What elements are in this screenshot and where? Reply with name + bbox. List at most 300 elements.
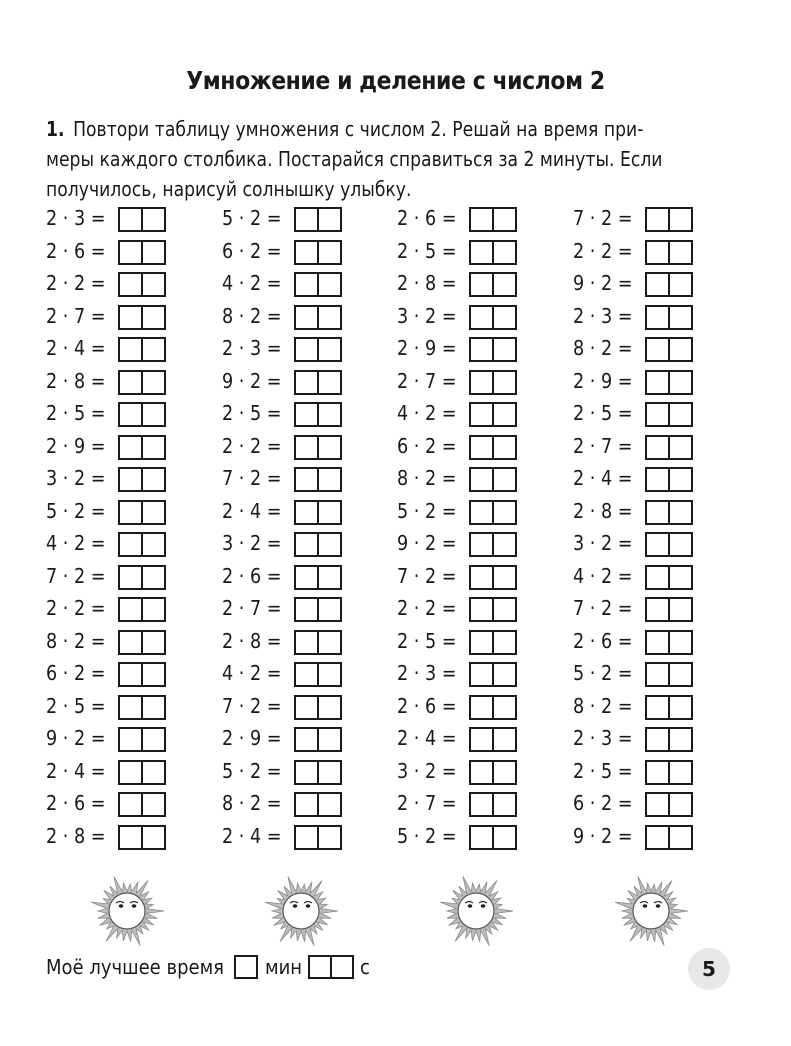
answer-boxes[interactable] xyxy=(118,825,166,850)
answer-box-ones[interactable] xyxy=(317,662,342,687)
answer-boxes[interactable] xyxy=(645,402,693,427)
answer-boxes[interactable] xyxy=(645,532,693,557)
answer-box-tens[interactable] xyxy=(469,500,494,525)
answer-box-ones[interactable] xyxy=(317,240,342,265)
answer-boxes[interactable] xyxy=(118,500,166,525)
answer-box-ones[interactable] xyxy=(317,305,342,330)
answer-boxes[interactable] xyxy=(645,565,693,590)
answer-box-tens[interactable] xyxy=(645,727,670,752)
answer-boxes[interactable] xyxy=(294,825,342,850)
exercise-row xyxy=(46,270,118,296)
sun-4[interactable] xyxy=(612,872,690,950)
answer-boxes[interactable] xyxy=(294,662,342,687)
answer-box-ones[interactable] xyxy=(668,305,693,330)
answer-boxes[interactable] xyxy=(645,500,693,525)
answer-boxes[interactable] xyxy=(645,630,693,655)
answer-boxes[interactable] xyxy=(294,337,342,362)
exercise-row xyxy=(397,465,469,491)
answer-box-tens[interactable] xyxy=(469,662,494,687)
answer-box-ones[interactable] xyxy=(668,792,693,817)
answer-box-tens[interactable] xyxy=(118,695,143,720)
answer-boxes[interactable] xyxy=(469,467,517,492)
answer-box-tens[interactable] xyxy=(645,597,670,622)
answer-box-tens[interactable] xyxy=(469,305,494,330)
answer-box-tens[interactable] xyxy=(118,467,143,492)
exercise-expression: 5 · 2 = xyxy=(222,758,282,783)
answer-box-tens[interactable] xyxy=(469,272,494,297)
answer-box-ones[interactable] xyxy=(668,695,693,720)
answer-box-ones[interactable] xyxy=(668,500,693,525)
exercise-row xyxy=(222,368,294,394)
exercise-row xyxy=(46,660,118,686)
answer-boxes[interactable] xyxy=(645,662,693,687)
sun-1[interactable] xyxy=(88,872,166,950)
sun-icon xyxy=(437,872,515,950)
answer-box-tens[interactable] xyxy=(294,467,319,492)
answer-boxes[interactable] xyxy=(469,272,517,297)
exercise-expression: 6 · 2 = xyxy=(46,661,106,685)
answer-box-ones[interactable] xyxy=(492,402,517,427)
exercise-expression: 7 · 2 = xyxy=(573,206,633,230)
answer-boxes[interactable] xyxy=(294,630,342,655)
answer-boxes[interactable] xyxy=(469,825,517,850)
answer-box-tens[interactable] xyxy=(469,760,494,785)
exercise-row xyxy=(397,205,469,231)
answer-boxes[interactable] xyxy=(469,792,517,817)
answer-box-ones[interactable] xyxy=(141,565,166,590)
exercise-row xyxy=(46,400,118,426)
answer-boxes[interactable] xyxy=(645,792,693,817)
seconds-boxes[interactable] xyxy=(308,955,354,979)
answer-box-tens[interactable] xyxy=(294,695,319,720)
answer-box-tens[interactable] xyxy=(469,597,494,622)
answer-box-tens[interactable] xyxy=(294,565,319,590)
answer-boxes[interactable] xyxy=(118,467,166,492)
answer-box-tens[interactable] xyxy=(294,825,319,850)
answer-box-ones[interactable] xyxy=(317,207,342,232)
exercise-expression: 2 · 5 = xyxy=(397,628,457,653)
exercise-expression: 8 · 2 = xyxy=(397,466,457,490)
exercise-row xyxy=(397,530,469,556)
answer-box-ones[interactable] xyxy=(492,727,517,752)
answer-boxes[interactable] xyxy=(469,695,517,720)
answer-box-ones[interactable] xyxy=(492,695,517,720)
answer-box-tens[interactable] xyxy=(294,402,319,427)
answer-boxes[interactable] xyxy=(294,695,342,720)
answer-box-tens[interactable] xyxy=(118,825,143,850)
answer-box-tens[interactable] xyxy=(118,727,143,752)
answer-box-tens[interactable] xyxy=(294,305,319,330)
answer-box-ones[interactable] xyxy=(492,532,517,557)
answer-box-ones[interactable] xyxy=(317,272,342,297)
answer-box-tens[interactable] xyxy=(645,272,670,297)
answer-box-ones[interactable] xyxy=(668,727,693,752)
answer-box-tens[interactable] xyxy=(294,500,319,525)
answer-box-tens[interactable] xyxy=(118,272,143,297)
answer-box-tens[interactable] xyxy=(294,435,319,460)
answer-box-tens[interactable] xyxy=(645,240,670,265)
answer-box-ones[interactable] xyxy=(492,792,517,817)
answer-box-ones[interactable] xyxy=(668,272,693,297)
answer-boxes[interactable] xyxy=(118,532,166,557)
answer-box-ones[interactable] xyxy=(492,500,517,525)
answer-box-ones[interactable] xyxy=(492,207,517,232)
answer-boxes[interactable] xyxy=(645,370,693,395)
answer-box-tens[interactable] xyxy=(645,500,670,525)
answer-box-ones[interactable] xyxy=(492,630,517,655)
answer-boxes[interactable] xyxy=(294,565,342,590)
exercise-expression: 2 · 7 = xyxy=(46,303,106,328)
exercise-row xyxy=(573,725,645,751)
exercise-expression: 2 · 5 = xyxy=(222,401,282,425)
exercise-row xyxy=(46,433,118,459)
answer-box-ones[interactable] xyxy=(317,760,342,785)
answer-boxes[interactable] xyxy=(294,532,342,557)
answer-box-tens[interactable] xyxy=(645,402,670,427)
answer-box-tens[interactable] xyxy=(294,630,319,655)
answer-box-tens[interactable] xyxy=(118,435,143,460)
answer-box-ones[interactable] xyxy=(317,597,342,622)
answer-box-ones[interactable] xyxy=(492,305,517,330)
answer-box-ones[interactable] xyxy=(492,467,517,492)
answer-boxes[interactable] xyxy=(645,272,693,297)
answer-box-ones[interactable] xyxy=(317,532,342,557)
answer-box-tens[interactable] xyxy=(469,467,494,492)
exercise-row xyxy=(46,823,118,849)
answer-box-tens[interactable] xyxy=(118,500,143,525)
exercise-expression: 2 · 4 = xyxy=(46,758,106,783)
exercise-row xyxy=(46,498,118,524)
answer-boxes[interactable] xyxy=(294,727,342,752)
answer-box-tens[interactable] xyxy=(469,402,494,427)
answer-boxes[interactable] xyxy=(469,207,517,232)
answer-box-ones[interactable] xyxy=(668,662,693,687)
answer-box-tens[interactable] xyxy=(118,240,143,265)
answer-boxes[interactable] xyxy=(469,662,517,687)
answer-box-ones[interactable] xyxy=(141,207,166,232)
answer-box-tens[interactable] xyxy=(294,760,319,785)
exercise-row xyxy=(397,270,469,296)
answer-boxes[interactable] xyxy=(645,727,693,752)
task-instructions xyxy=(46,114,760,204)
exercise-expression: 8 · 2 = xyxy=(46,628,106,653)
answer-boxes[interactable] xyxy=(118,662,166,687)
answer-box-tens[interactable] xyxy=(294,597,319,622)
answer-box-ones[interactable] xyxy=(141,370,166,395)
answer-box-tens[interactable] xyxy=(469,370,494,395)
exercise-expression: 8 · 2 = xyxy=(573,693,633,718)
answer-boxes[interactable] xyxy=(294,435,342,460)
answer-box-tens[interactable] xyxy=(469,337,494,362)
answer-box-tens[interactable] xyxy=(294,532,319,557)
answer-box-tens[interactable] xyxy=(118,565,143,590)
answer-boxes[interactable] xyxy=(645,597,693,622)
answer-box-tens[interactable] xyxy=(469,532,494,557)
answer-boxes[interactable] xyxy=(645,825,693,850)
answer-box-ones[interactable] xyxy=(668,565,693,590)
answer-box-ones[interactable] xyxy=(317,435,342,460)
answer-box-ones[interactable] xyxy=(141,630,166,655)
answer-box-ones[interactable] xyxy=(492,662,517,687)
answer-box-tens[interactable] xyxy=(294,272,319,297)
answer-boxes[interactable] xyxy=(469,630,517,655)
answer-box-ones[interactable] xyxy=(317,825,342,850)
exercise-row xyxy=(397,238,469,264)
answer-boxes[interactable] xyxy=(294,240,342,265)
answer-boxes[interactable] xyxy=(645,240,693,265)
answer-box-tens[interactable] xyxy=(118,207,143,232)
exercise-row xyxy=(222,628,294,654)
answer-boxes[interactable] xyxy=(645,695,693,720)
answer-box-ones[interactable] xyxy=(317,630,342,655)
exercise-row xyxy=(46,465,118,491)
answer-box-tens[interactable] xyxy=(645,207,670,232)
sec-label: с xyxy=(359,955,370,979)
answer-box-ones[interactable] xyxy=(668,532,693,557)
exercise-row xyxy=(222,758,294,784)
exercise-row xyxy=(222,790,294,816)
answer-boxes[interactable] xyxy=(294,207,342,232)
answer-box-ones[interactable] xyxy=(492,565,517,590)
answer-boxes[interactable] xyxy=(294,500,342,525)
seconds-box-ones[interactable] xyxy=(330,955,354,979)
answer-boxes[interactable] xyxy=(469,402,517,427)
answer-box-tens[interactable] xyxy=(294,370,319,395)
answer-box-ones[interactable] xyxy=(317,467,342,492)
answer-box-ones[interactable] xyxy=(141,792,166,817)
exercise-row xyxy=(397,563,469,589)
answer-box-ones[interactable] xyxy=(668,240,693,265)
answer-box-tens[interactable] xyxy=(469,207,494,232)
answer-box-ones[interactable] xyxy=(492,760,517,785)
answer-box-tens[interactable] xyxy=(294,727,319,752)
answer-boxes[interactable] xyxy=(118,792,166,817)
answer-boxes[interactable] xyxy=(645,305,693,330)
answer-box-ones[interactable] xyxy=(668,435,693,460)
exercise-expression: 2 · 2 = xyxy=(46,271,106,295)
answer-box-tens[interactable] xyxy=(645,337,670,362)
exercise-row xyxy=(573,465,645,491)
answer-boxes[interactable] xyxy=(118,272,166,297)
answer-box-ones[interactable] xyxy=(492,435,517,460)
answer-box-ones[interactable] xyxy=(317,565,342,590)
answer-boxes[interactable] xyxy=(118,565,166,590)
exercise-row xyxy=(46,238,118,264)
answer-box-ones[interactable] xyxy=(317,500,342,525)
answer-boxes[interactable] xyxy=(469,565,517,590)
answer-box-ones[interactable] xyxy=(317,402,342,427)
answer-box-tens[interactable] xyxy=(118,402,143,427)
answer-boxes[interactable] xyxy=(469,760,517,785)
answer-box-ones[interactable] xyxy=(492,825,517,850)
answer-box-ones[interactable] xyxy=(492,370,517,395)
answer-box-tens[interactable] xyxy=(118,597,143,622)
answer-box-ones[interactable] xyxy=(141,402,166,427)
answer-box-tens[interactable] xyxy=(469,727,494,752)
exercise-expression: 9 · 2 = xyxy=(222,368,282,393)
answer-box-ones[interactable] xyxy=(668,630,693,655)
answer-box-ones[interactable] xyxy=(141,662,166,687)
answer-boxes[interactable] xyxy=(469,240,517,265)
exercise-expression: 2 · 8 = xyxy=(573,498,633,523)
answer-box-ones[interactable] xyxy=(492,240,517,265)
answer-box-ones[interactable] xyxy=(141,500,166,525)
answer-box-tens[interactable] xyxy=(645,630,670,655)
answer-box-ones[interactable] xyxy=(668,597,693,622)
answer-box-ones[interactable] xyxy=(141,760,166,785)
answer-boxes[interactable] xyxy=(469,435,517,460)
exercise-expression: 5 · 2 = xyxy=(397,498,457,523)
exercise-row xyxy=(573,400,645,426)
answer-box-tens[interactable] xyxy=(645,435,670,460)
answer-boxes[interactable] xyxy=(118,630,166,655)
answer-box-tens[interactable] xyxy=(118,337,143,362)
answer-boxes[interactable] xyxy=(469,597,517,622)
answer-box-ones[interactable] xyxy=(141,272,166,297)
seconds-box-tens[interactable] xyxy=(308,955,332,979)
answer-box-ones[interactable] xyxy=(317,337,342,362)
answer-boxes[interactable] xyxy=(645,435,693,460)
answer-box-ones[interactable] xyxy=(141,240,166,265)
answer-box-tens[interactable] xyxy=(118,305,143,330)
answer-box-ones[interactable] xyxy=(492,337,517,362)
answer-box-tens[interactable] xyxy=(294,792,319,817)
answer-boxes[interactable] xyxy=(118,727,166,752)
answer-box-ones[interactable] xyxy=(141,532,166,557)
answer-box-tens[interactable] xyxy=(469,825,494,850)
answer-box-ones[interactable] xyxy=(668,825,693,850)
sun-3[interactable] xyxy=(437,872,515,950)
answer-boxes[interactable] xyxy=(469,500,517,525)
exercise-expression: 2 · 3 = xyxy=(397,661,457,685)
answer-box-tens[interactable] xyxy=(118,792,143,817)
answer-boxes[interactable] xyxy=(118,305,166,330)
answer-box-tens[interactable] xyxy=(118,370,143,395)
answer-box-tens[interactable] xyxy=(294,337,319,362)
answer-boxes[interactable] xyxy=(118,695,166,720)
answer-box-ones[interactable] xyxy=(317,695,342,720)
answer-box-tens[interactable] xyxy=(645,370,670,395)
answer-boxes[interactable] xyxy=(294,792,342,817)
exercise-row xyxy=(46,628,118,654)
answer-box-ones[interactable] xyxy=(141,305,166,330)
answer-boxes[interactable] xyxy=(294,760,342,785)
answer-box-ones[interactable] xyxy=(317,370,342,395)
answer-box-ones[interactable] xyxy=(492,597,517,622)
exercise-expression: 2 · 9 = xyxy=(397,336,457,360)
answer-box-ones[interactable] xyxy=(141,597,166,622)
answer-boxes[interactable] xyxy=(294,305,342,330)
answer-box-tens[interactable] xyxy=(118,662,143,687)
exercise-expression: 2 · 9 = xyxy=(222,726,282,750)
exercise-expression: 5 · 2 = xyxy=(222,206,282,230)
sun-2[interactable] xyxy=(262,872,340,950)
answer-boxes[interactable] xyxy=(645,207,693,232)
answer-box-tens[interactable] xyxy=(469,565,494,590)
answer-box-ones[interactable] xyxy=(141,727,166,752)
answer-box-ones[interactable] xyxy=(141,467,166,492)
answer-box-tens[interactable] xyxy=(294,207,319,232)
answer-box-ones[interactable] xyxy=(141,695,166,720)
answer-box-ones[interactable] xyxy=(141,825,166,850)
exercise-row xyxy=(222,238,294,264)
answer-boxes[interactable] xyxy=(294,467,342,492)
answer-boxes[interactable] xyxy=(294,272,342,297)
answer-boxes[interactable] xyxy=(469,305,517,330)
answer-box-tens[interactable] xyxy=(118,532,143,557)
answer-box-ones[interactable] xyxy=(141,435,166,460)
exercise-expression: 2 · 4 = xyxy=(46,336,106,360)
answer-boxes[interactable] xyxy=(294,370,342,395)
answer-box-ones[interactable] xyxy=(668,402,693,427)
answer-box-tens[interactable] xyxy=(645,565,670,590)
answer-boxes[interactable] xyxy=(118,402,166,427)
exercise-row xyxy=(397,433,469,459)
answer-box-ones[interactable] xyxy=(141,337,166,362)
answer-box-ones[interactable] xyxy=(668,760,693,785)
answer-box-tens[interactable] xyxy=(645,825,670,850)
answer-box-tens[interactable] xyxy=(645,467,670,492)
answer-box-ones[interactable] xyxy=(668,467,693,492)
answer-boxes[interactable] xyxy=(118,435,166,460)
answer-boxes[interactable] xyxy=(118,337,166,362)
answer-box-tens[interactable] xyxy=(469,630,494,655)
answer-box-tens[interactable] xyxy=(645,695,670,720)
answer-boxes[interactable] xyxy=(469,337,517,362)
answer-box-tens[interactable] xyxy=(118,630,143,655)
answer-box-tens[interactable] xyxy=(469,792,494,817)
answer-box-ones[interactable] xyxy=(668,337,693,362)
answer-box-tens[interactable] xyxy=(469,435,494,460)
answer-boxes[interactable] xyxy=(645,337,693,362)
answer-box-ones[interactable] xyxy=(492,272,517,297)
answer-box-tens[interactable] xyxy=(469,695,494,720)
answer-box-tens[interactable] xyxy=(645,792,670,817)
exercise-expression: 3 · 2 = xyxy=(46,466,106,490)
exercise-row xyxy=(573,530,645,556)
answer-box-tens[interactable] xyxy=(645,305,670,330)
answer-box-tens[interactable] xyxy=(469,240,494,265)
answer-boxes[interactable] xyxy=(118,207,166,232)
answer-boxes[interactable] xyxy=(118,597,166,622)
answer-boxes[interactable] xyxy=(645,467,693,492)
answer-box-tens[interactable] xyxy=(645,760,670,785)
answer-box-ones[interactable] xyxy=(668,207,693,232)
answer-box-tens[interactable] xyxy=(118,760,143,785)
answer-box-ones[interactable] xyxy=(668,370,693,395)
exercise-row xyxy=(222,465,294,491)
answer-boxes[interactable] xyxy=(294,402,342,427)
answer-boxes[interactable] xyxy=(294,597,342,622)
answer-boxes[interactable] xyxy=(645,760,693,785)
minutes-box[interactable] xyxy=(234,955,258,979)
best-time-label: Моё лучшее время xyxy=(46,955,224,979)
answer-box-ones[interactable] xyxy=(317,727,342,752)
answer-boxes[interactable] xyxy=(118,240,166,265)
answer-box-tens[interactable] xyxy=(294,240,319,265)
answer-boxes[interactable] xyxy=(469,727,517,752)
answer-box-ones[interactable] xyxy=(317,792,342,817)
answer-box-tens[interactable] xyxy=(294,662,319,687)
answer-boxes[interactable] xyxy=(469,370,517,395)
answer-boxes[interactable] xyxy=(118,370,166,395)
answer-box-tens[interactable] xyxy=(645,532,670,557)
exercise-expression: 2 · 4 = xyxy=(222,498,282,523)
answer-boxes[interactable] xyxy=(469,532,517,557)
answer-boxes[interactable] xyxy=(118,760,166,785)
exercise-expression: 8 · 2 = xyxy=(222,791,282,815)
answer-box-tens[interactable] xyxy=(645,662,670,687)
